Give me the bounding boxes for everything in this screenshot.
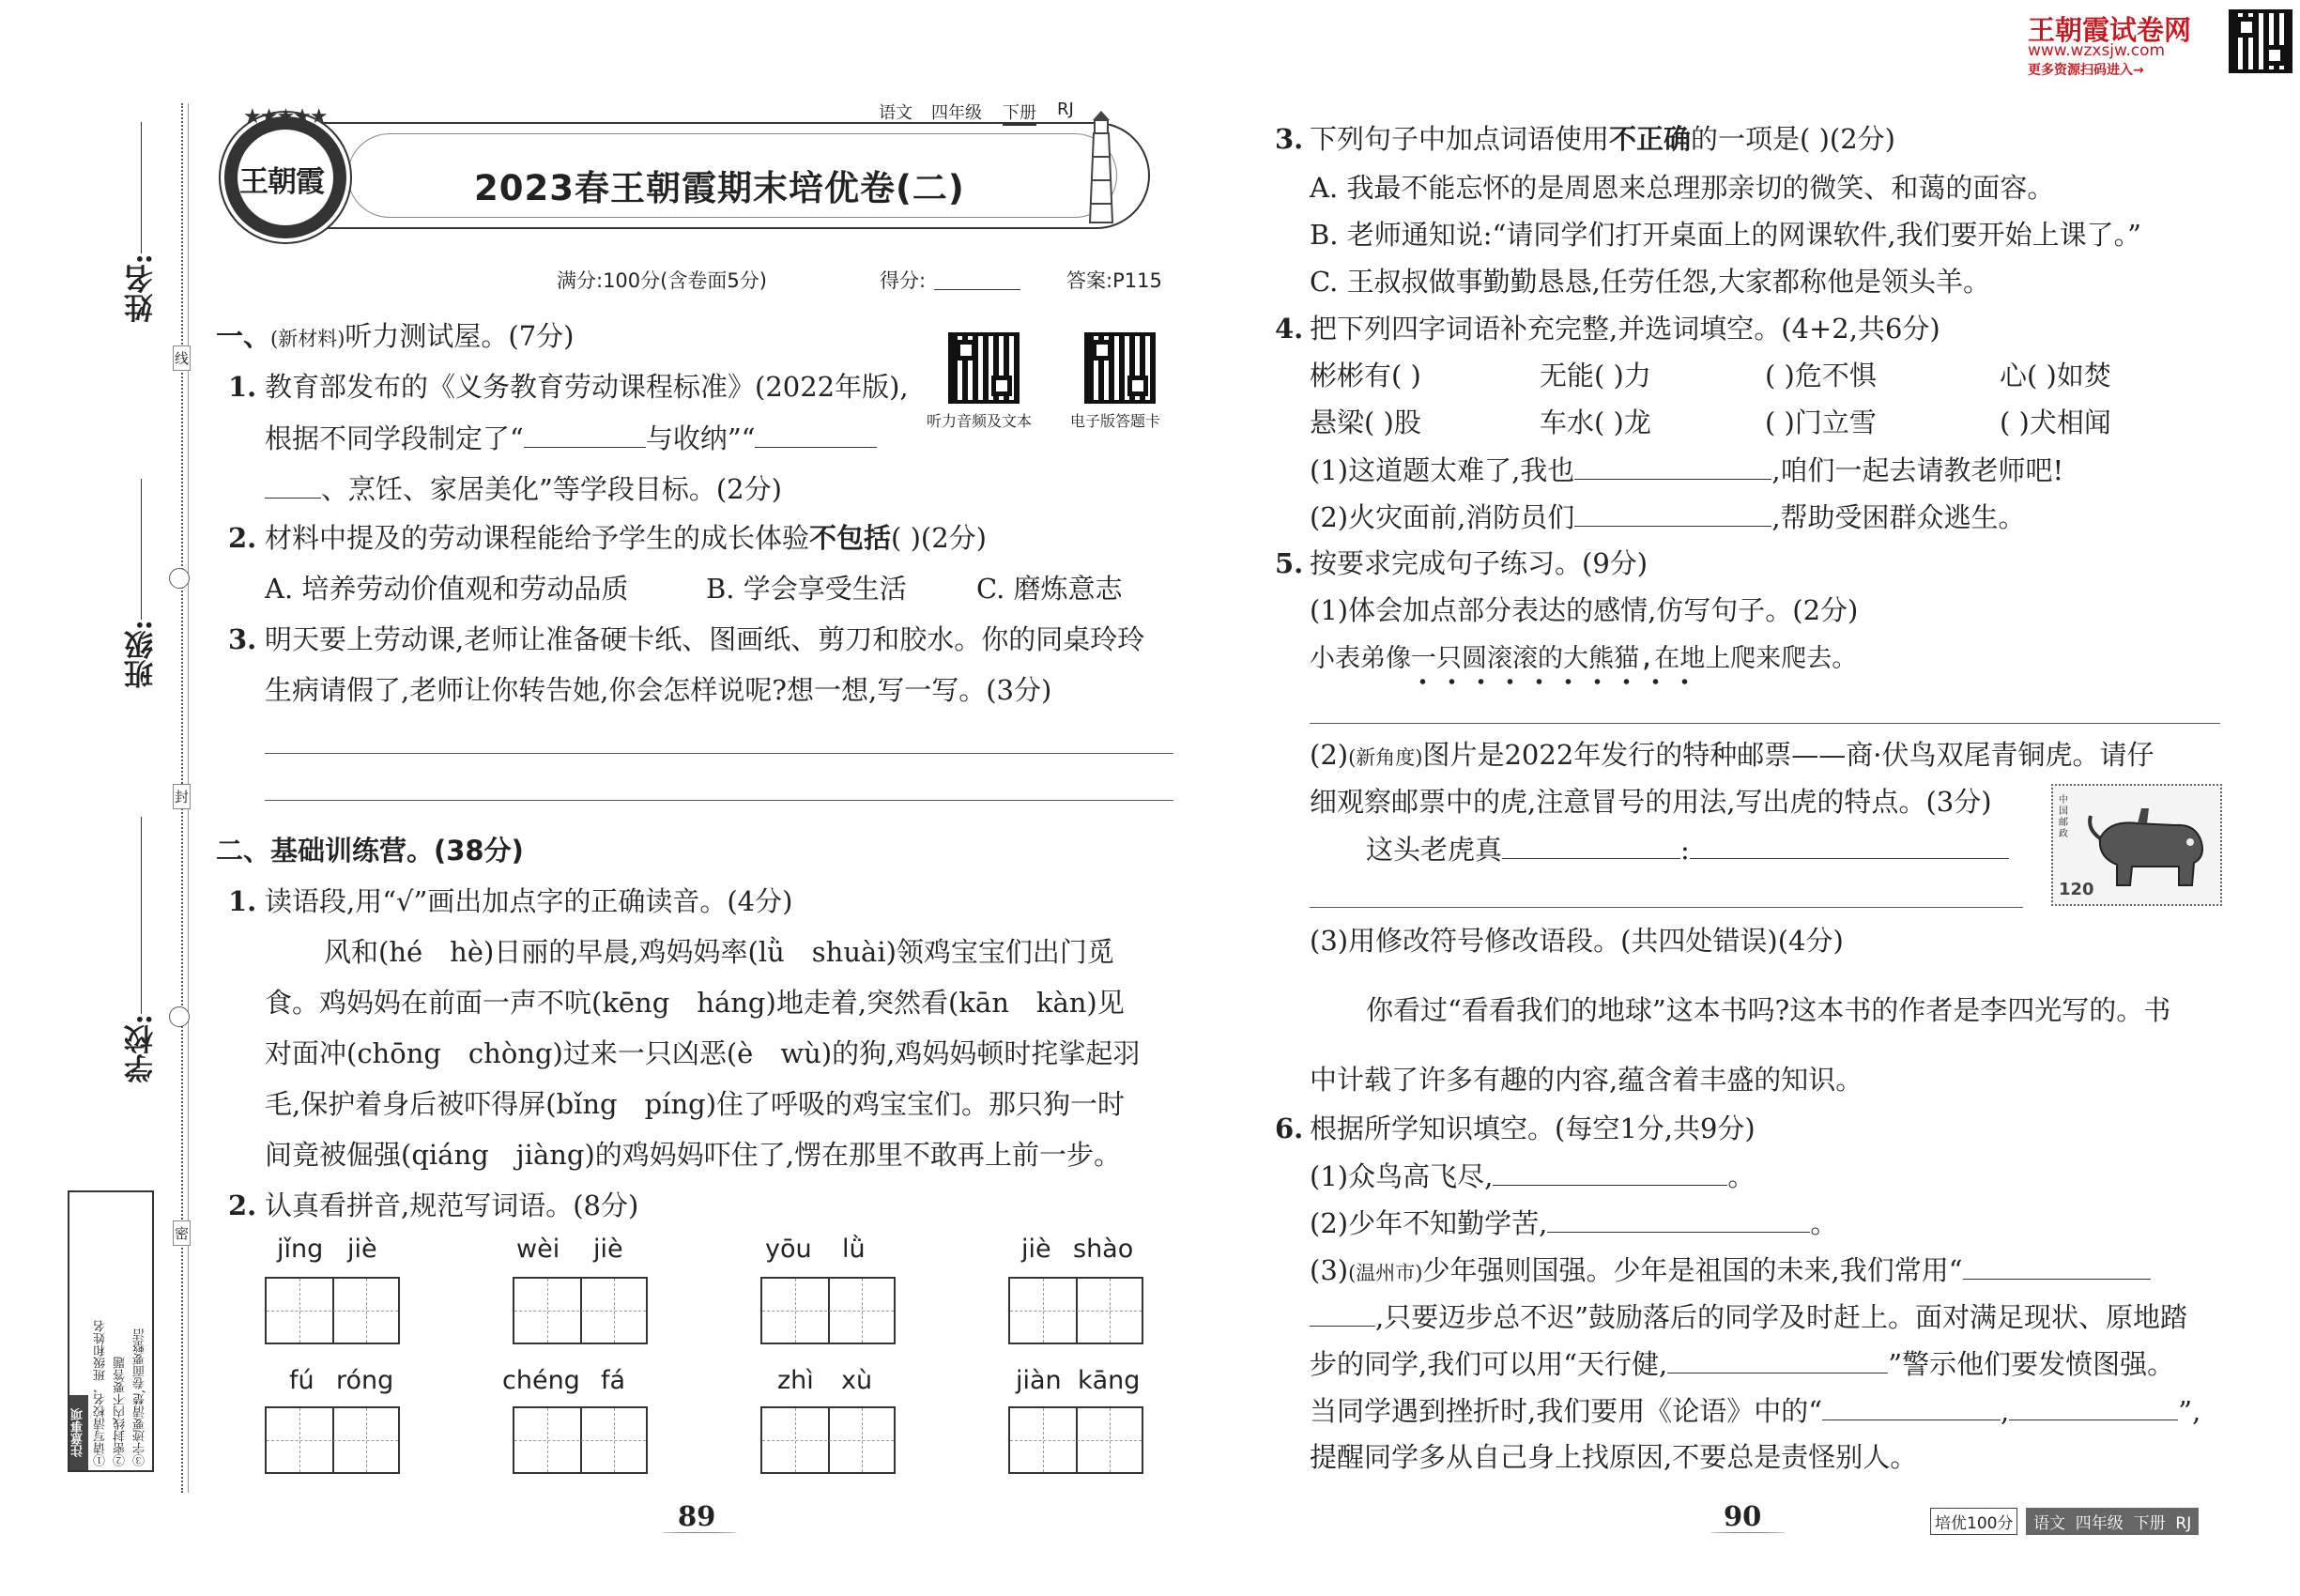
class-label: 班级: — [125, 620, 159, 689]
r-q4-blank-2[interactable] — [1574, 498, 1771, 527]
pinyin-4b: shào — [1073, 1235, 1134, 1264]
brand-site-url: www.wzxsjw.com — [2028, 41, 2166, 60]
s1-q2-b: 不包括 — [809, 522, 892, 554]
qr2-caption: 电子版答题卡 — [1070, 412, 1161, 430]
binding-hole-2 — [169, 1006, 190, 1027]
pinyin-7a: zhì — [777, 1366, 814, 1395]
s1-q3-line2: 生病请假了,老师让你转告她,你会怎样说呢?想一想,写一写。(3分) — [265, 674, 1052, 706]
s1-q1-line2-b: 与收纳”“ — [645, 422, 756, 454]
pinyin-8b: kāng — [1078, 1366, 1141, 1395]
r-q3-option-b[interactable]: B. 老师通知说:“请同学们打开桌面上的网课软件,我们要开始上课了。” — [1310, 219, 2141, 251]
lighthouse-icon — [1084, 105, 1118, 227]
writing-grid-6[interactable] — [513, 1406, 648, 1474]
binding-hole-1 — [169, 568, 190, 589]
answer-sheet-qr-code[interactable] — [1084, 332, 1156, 404]
s1-q1-line2 — [265, 419, 877, 457]
pinyin-7b: xù — [841, 1366, 873, 1395]
r-q6-3-a: (3) — [1310, 1254, 1349, 1286]
r-q4-idiom-5[interactable]: 悬梁( )股 — [1310, 407, 1421, 438]
score-field[interactable] — [934, 289, 1020, 290]
r-q6-3-l4-c: ”, — [2178, 1395, 2201, 1427]
footer-tag: 培优100分 — [1930, 1508, 2017, 1535]
pinyin-5b: róng — [336, 1366, 394, 1395]
r-q4-s1-a: (1)这道题太难了,我也 — [1310, 454, 1575, 486]
r-q6-1 — [1310, 1157, 1755, 1195]
r-q5-1-stem: (1)体会加点部分表达的感情,仿写句子。(2分) — [1310, 594, 1859, 626]
section1-heading — [216, 317, 575, 358]
notice-item-3: ③字迹要清楚,卷面要整洁 — [133, 1327, 147, 1466]
s1-q2-a: 材料中提及的劳动课程能给予学生的成长体验 — [265, 522, 810, 554]
brand-site-name: 王朝霞试卷网 — [2028, 14, 2192, 46]
cut-mark-seal: 封 — [173, 784, 191, 809]
header-tag-edition: RJ — [1057, 100, 1074, 119]
s2-q1-para-1: 风和(hé hè)日丽的早晨,鸡妈妈率(lǜ shuài)领鸡宝宝们出门觅 — [324, 936, 1114, 968]
s2-q2-stem: 认真看拼音,规范写词语。(8分) — [265, 1189, 639, 1221]
r-q5-3-para-1: 你看过“看看我们的地球”这本书吗?这本书的作者是李四光写的。书 — [1366, 994, 2171, 1026]
pinyin-2a: wèi — [516, 1235, 560, 1264]
r-q6-3-l2-text: ,只要迈步总不迟”鼓励落后的同学及时赶上。面对满足现状、原地踏 — [1375, 1301, 2188, 1333]
page-number-left-flourish — [662, 1532, 737, 1533]
r-q6-stem: 根据所学知识填空。(每空1分,共9分) — [1310, 1113, 1756, 1144]
r-q6-2 — [1310, 1204, 1837, 1242]
s1-q2-number: 2. — [228, 522, 257, 554]
name-field[interactable] — [141, 122, 142, 253]
r-q5-2-line2: 细观察邮票中的虎,注意冒号的用法,写出虎的特点。(3分) — [1310, 786, 1992, 818]
tiger-stamp — [2051, 784, 2222, 906]
r-q3-option-a[interactable]: A. 我最不能忘怀的是周恩来总理那亲切的微笑、和蔼的面容。 — [1310, 172, 2055, 204]
r-q6-1-text: (1)众鸟高飞尽, — [1310, 1160, 1494, 1192]
r-q4-s2-b: ,帮助受困群众逃生。 — [1771, 501, 2026, 533]
s1-q1-number: 1. — [228, 371, 257, 403]
r-q5-2-blank-2[interactable] — [1690, 830, 2009, 859]
s1-q3-answer-line-2[interactable] — [265, 800, 1173, 801]
r-q4-idiom-7[interactable]: ( )门立雪 — [1765, 407, 1877, 438]
r-q5-1-sentence: 小表弟像一只圆滚滚的大熊猫,在地上爬来爬去。 — [1310, 644, 1858, 673]
page-title: 2023春王朝霞期末培优卷(二) — [474, 168, 965, 208]
bronze-tiger-image — [2081, 801, 2213, 895]
section2-heading: 二、基础训练营。(38分) — [216, 835, 524, 867]
r-q6-3-blank-1[interactable] — [1963, 1251, 2151, 1280]
r-q3-option-c[interactable]: C. 王叔叔做事勤勤恳恳,任劳任怨,大家都称他是领头羊。 — [1310, 266, 1991, 298]
answer-ref: 答案:P115 — [1066, 269, 1162, 292]
s1-q1-line3-text: 、烹饪、家居美化”等学段目标。(2分) — [321, 473, 782, 505]
logo-stars: ★★★★★ — [243, 105, 327, 129]
pinyin-3a: yōu — [765, 1235, 812, 1264]
r-q5-2-tiger-start: 这头老虎真 — [1366, 834, 1503, 866]
s2-q1-para-3: 对面冲(chōng chòng)过来一只凶恶(è wù)的狗,鸡妈妈顿时挓挲起羽 — [265, 1037, 1141, 1069]
r-q6-3-blank-2[interactable] — [1310, 1297, 1375, 1327]
page-number-left: 89 — [678, 1500, 716, 1532]
r-q6-1-end: 。 — [1727, 1160, 1756, 1192]
r-q6-3-l4-a: 当同学遇到挫折时,我们要用《论语》中的“ — [1310, 1395, 1823, 1427]
cut-mark-line: 线 — [173, 345, 191, 371]
brand-site-note: 更多资源扫码进入→ — [2028, 63, 2144, 78]
r-q5-2-line3 — [1366, 830, 2009, 868]
r-q5-2-answer-line[interactable] — [1310, 907, 2023, 908]
logo-badge — [221, 105, 350, 242]
r-q5-2-line1 — [1310, 736, 2154, 776]
r-q4-idiom-1[interactable]: 彬彬有( ) — [1310, 360, 1421, 391]
r-q4-blank-1[interactable] — [1574, 451, 1771, 480]
school-label: 学校: — [125, 1014, 159, 1083]
section1-number: 一、 — [216, 320, 271, 352]
pinyin-4a: jiè — [1021, 1235, 1051, 1264]
s1-q2-option-b[interactable]: B. 学会享受生活 — [706, 573, 907, 605]
r-q6-3-line4 — [1310, 1391, 2200, 1430]
r-q3-stem — [1310, 120, 1895, 158]
pinyin-8a: jiàn — [1016, 1366, 1062, 1395]
pinyin-2b: jiè — [593, 1235, 623, 1264]
notice-item-2: ②密封线内不要答题 — [114, 1357, 128, 1466]
notice-box — [68, 1190, 154, 1472]
r-q6-3-line5: 提醒同学多从自己身上找原因,不要总是责怪别人。 — [1310, 1441, 1918, 1473]
r-q5-2-blank-1[interactable] — [1502, 830, 1680, 859]
r-q4-s1-b: ,咱们一起去请教老师吧! — [1771, 454, 2064, 486]
s2-q1-stem: 读语段,用“√”画出加点字的正确读音。(4分) — [265, 885, 793, 917]
writing-grid-3[interactable] — [760, 1277, 896, 1344]
notice-item-1: ①请写清校名、班级和姓名 — [94, 1320, 108, 1466]
r-q4-idiom-4[interactable]: 心( )如焚 — [2000, 360, 2111, 391]
score-label: 得分: — [880, 269, 927, 292]
pinyin-1b: jiè — [347, 1235, 377, 1264]
s1-q1-blank-1[interactable] — [524, 419, 646, 448]
r-q5-2-a: (2) — [1310, 739, 1349, 771]
class-field[interactable] — [141, 479, 142, 620]
r-q6-2-blank[interactable] — [1547, 1204, 1810, 1233]
s1-q1-blank-3[interactable] — [265, 469, 321, 499]
stamp-value: 120 — [2059, 880, 2094, 899]
writing-grid-4[interactable] — [1008, 1277, 1143, 1344]
s2-q1-para-4: 毛,保护着身后被吓得屏(bǐng píng)住了呼吸的鸡宝宝们。那只狗一时 — [265, 1088, 1126, 1120]
writing-grid-7[interactable] — [760, 1406, 896, 1474]
r-q6-1-blank[interactable] — [1493, 1157, 1727, 1186]
r-q5-2-colon: : — [1680, 834, 1690, 866]
r-q3-c: 的一项是( )(2分) — [1691, 123, 1895, 155]
r-q5-1-emphasis-dots — [1408, 678, 1699, 685]
cut-mark-secret: 密 — [173, 1220, 191, 1246]
notice-title: 注意事项 — [69, 1395, 88, 1470]
r-q6-3-tag: (温州市) — [1348, 1262, 1423, 1284]
r-q6-3-l3-a: 步的同学,我们可以用“天行健, — [1310, 1348, 1668, 1380]
r-q5-3-para-2: 中计载了许多有趣的内容,蕴含着丰盛的知识。 — [1310, 1064, 1863, 1096]
s1-q3-number: 3. — [228, 623, 257, 655]
r-q6-3-b: 少年强则国强。少年是祖国的未来,我们常用“ — [1422, 1254, 1963, 1286]
r-q4-idiom-2[interactable]: 无能( )力 — [1540, 360, 1651, 391]
r-q5-number: 5. — [1275, 547, 1304, 579]
r-q3-b: 不正确 — [1609, 123, 1692, 155]
s1-q2-option-c[interactable]: C. 磨炼意志 — [976, 573, 1123, 605]
logo-text: 王朝霞 — [239, 165, 324, 199]
r-q6-number: 6. — [1275, 1113, 1304, 1144]
r-q3-a: 下列句子中加点词语使用 — [1310, 123, 1610, 155]
pinyin-6b: fá — [601, 1366, 626, 1395]
r-q3-number: 3. — [1275, 123, 1304, 155]
header-tag-volume: 下册 — [1003, 100, 1036, 126]
page-number-right: 90 — [1724, 1500, 1762, 1532]
s1-q2-option-a[interactable]: A. 培养劳动价值观和劳动品质 — [265, 573, 629, 605]
r-q4-idiom-3[interactable]: ( )危不惧 — [1765, 360, 1877, 391]
stamp-country: 中国邮政 — [2059, 795, 2068, 839]
r-q4-stem: 把下列四字词语补充完整,并选词填空。(4+2,共6分) — [1310, 313, 1940, 345]
pinyin-5a: fú — [289, 1366, 314, 1395]
r-q6-2-text: (2)少年不知勤学苦, — [1310, 1207, 1548, 1239]
full-score: 满分:100分(含卷面5分) — [557, 269, 767, 292]
pinyin-1a: jǐng — [277, 1235, 324, 1264]
s2-q1-para-5: 间竟被倔强(qiáng jiàng)的鸡妈妈吓住了,愣在那里不敢再上前一步。 — [265, 1139, 1122, 1171]
s2-q2-number: 2. — [228, 1189, 257, 1221]
r-q5-1-answer-line[interactable] — [1310, 723, 2220, 724]
writing-grid-5[interactable] — [265, 1406, 400, 1474]
s1-q3-line1: 明天要上劳动课,老师让准备硬卡纸、图画纸、剪刀和胶水。你的同桌玲玲 — [265, 623, 1145, 655]
name-label: 姓名: — [125, 253, 159, 323]
r-q4-s2-a: (2)火灾面前,消防员们 — [1310, 501, 1575, 533]
r-q6-3-line2 — [1310, 1297, 2187, 1336]
r-q6-3-blank-4[interactable] — [1822, 1391, 2001, 1420]
r-q4-sentence-1 — [1310, 451, 2063, 489]
writing-grid-1[interactable] — [265, 1277, 400, 1344]
footer-info: 语文 四年级 下册 RJ — [2026, 1508, 2199, 1535]
r-q6-3-blank-3[interactable] — [1667, 1344, 1888, 1373]
s1-q1-line2-a: 根据不同学段制定了“ — [265, 422, 524, 454]
r-q6-3-l3-b: ”警示他们要发愤图强。 — [1888, 1348, 2175, 1380]
s1-q2-stem — [265, 519, 987, 557]
header-tag-subject: 语文 — [879, 103, 912, 123]
r-q6-3-l4-b: , — [2001, 1395, 2010, 1427]
section1-name: 听力测试屋。(7分) — [345, 320, 575, 352]
s1-q2-c: ( )(2分) — [891, 522, 987, 554]
s1-q1-blank-2[interactable] — [755, 419, 877, 448]
r-q5-stem: 按要求完成句子练习。(9分) — [1310, 547, 1648, 579]
r-q4-sentence-2 — [1310, 498, 2026, 536]
s2-q1-number: 1. — [228, 885, 257, 917]
writing-grid-2[interactable] — [513, 1277, 648, 1344]
listening-qr-code[interactable] — [948, 332, 1020, 404]
r-q6-3-blank-5[interactable] — [2009, 1391, 2178, 1420]
s1-q1-line3 — [265, 469, 782, 508]
r-q5-2-tag: (新角度) — [1348, 746, 1423, 769]
site-qr-code[interactable] — [2229, 9, 2292, 73]
r-q5-3-stem: (3)用修改符号修改语段。(共四处错误)(4分) — [1310, 925, 1844, 957]
pinyin-6a: chéng — [502, 1366, 580, 1395]
section1-tag: (新材料) — [270, 328, 345, 350]
s2-q1-para-2: 食。鸡妈妈在前面一声不吭(kēng háng)地走着,突然看(kān kàn)见 — [265, 987, 1125, 1019]
r-q6-2-end: 。 — [1810, 1207, 1838, 1239]
r-q5-2-b: 图片是2022年发行的特种邮票——商·伏鸟双尾青铜虎。请仔 — [1422, 739, 2154, 771]
writing-grid-8[interactable] — [1008, 1406, 1143, 1474]
r-q6-3-line3 — [1310, 1344, 2174, 1383]
school-field[interactable] — [141, 817, 142, 1014]
s1-q1-line1: 教育部发布的《义务教育劳动课程标准》(2022年版), — [265, 371, 909, 403]
r-q4-idiom-6[interactable]: 车水( )龙 — [1540, 407, 1651, 438]
pinyin-3b: lǜ — [842, 1235, 866, 1264]
page-number-right-flourish — [1710, 1532, 1786, 1533]
s1-q3-answer-line-1[interactable] — [265, 753, 1173, 754]
r-q4-number: 4. — [1275, 313, 1304, 345]
r-q6-3-line1 — [1310, 1251, 2151, 1292]
r-q4-idiom-8[interactable]: ( )犬相闻 — [2000, 407, 2111, 438]
header-tag-grade: 四年级 — [931, 103, 982, 123]
qr1-caption: 听力音频及文本 — [927, 412, 1033, 430]
